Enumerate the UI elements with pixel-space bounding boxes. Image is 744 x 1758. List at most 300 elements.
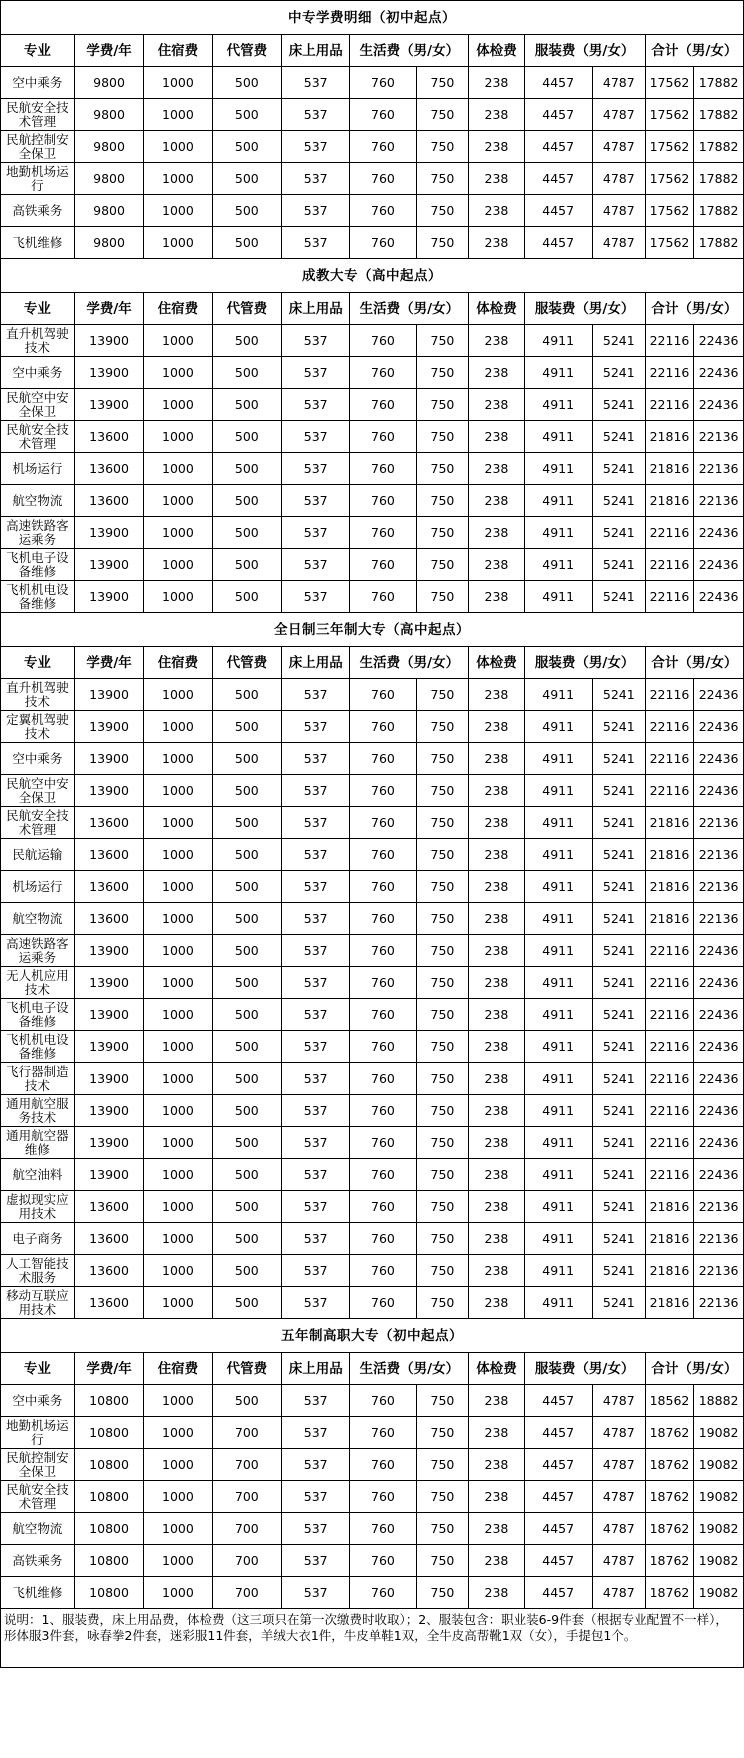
major-name-cell: 航空物流 <box>1 903 75 935</box>
table-row <box>1 131 744 163</box>
major-name-cell: 飞机维修 <box>1 1577 75 1609</box>
total-male-cell: 18762 <box>645 1481 693 1513</box>
bedding-fee-cell: 537 <box>282 581 350 613</box>
table-row <box>1 711 744 743</box>
living-fee-female-cell: 750 <box>416 999 469 1031</box>
major-name-cell: 民航运输 <box>1 839 75 871</box>
living-fee-male-cell: 760 <box>350 1255 416 1287</box>
total-male-cell: 21816 <box>645 903 693 935</box>
header-dorm-fee: 住宿费 <box>144 1353 212 1385</box>
header-custody-fee: 代管费 <box>212 1353 281 1385</box>
header-major: 专业 <box>1 35 75 67</box>
living-fee-female-cell: 750 <box>416 679 469 711</box>
uniform-fee-male-cell: 4457 <box>524 227 592 259</box>
tuition-cell: 9800 <box>74 99 143 131</box>
major-name-cell: 直升机驾驶技术 <box>1 679 75 711</box>
living-fee-male-cell: 760 <box>350 1223 416 1255</box>
uniform-fee-male-cell: 4457 <box>524 67 592 99</box>
total-female-cell: 22136 <box>694 839 744 871</box>
medical-fee-cell: 238 <box>469 1223 524 1255</box>
living-fee-male-cell: 760 <box>350 807 416 839</box>
custody-fee-cell: 700 <box>212 1417 281 1449</box>
tuition-cell: 13900 <box>74 1095 143 1127</box>
table-row <box>1 1063 744 1095</box>
table-row <box>1 1545 744 1577</box>
table-row <box>1 67 744 99</box>
table-row <box>1 775 744 807</box>
uniform-fee-female-cell: 5241 <box>592 357 645 389</box>
dorm-fee-cell: 1000 <box>144 131 212 163</box>
column-header-row <box>1 647 744 679</box>
tuition-cell: 9800 <box>74 131 143 163</box>
living-fee-female-cell: 750 <box>416 1255 469 1287</box>
uniform-fee-female-cell: 4787 <box>592 1385 645 1417</box>
uniform-fee-female-cell: 5241 <box>592 421 645 453</box>
header-custody-fee: 代管费 <box>212 293 281 325</box>
living-fee-female-cell: 750 <box>416 1449 469 1481</box>
living-fee-male-cell: 760 <box>350 775 416 807</box>
medical-fee-cell: 238 <box>469 357 524 389</box>
dorm-fee-cell: 1000 <box>144 743 212 775</box>
major-name-cell: 民航安全技术管理 <box>1 421 75 453</box>
uniform-fee-male-cell: 4911 <box>524 1191 592 1223</box>
living-fee-female-cell: 750 <box>416 453 469 485</box>
section-title: 五年制高职大专（初中起点） <box>1 1319 744 1353</box>
living-fee-female-cell: 750 <box>416 1127 469 1159</box>
total-male-cell: 21816 <box>645 839 693 871</box>
table-row <box>1 581 744 613</box>
total-male-cell: 22116 <box>645 581 693 613</box>
uniform-fee-male-cell: 4457 <box>524 1385 592 1417</box>
custody-fee-cell: 500 <box>212 1127 281 1159</box>
major-name-cell: 民航控制安全保卫 <box>1 1449 75 1481</box>
uniform-fee-female-cell: 5241 <box>592 679 645 711</box>
bedding-fee-cell: 537 <box>282 195 350 227</box>
custody-fee-cell: 500 <box>212 357 281 389</box>
bedding-fee-cell: 537 <box>282 999 350 1031</box>
medical-fee-cell: 238 <box>469 1095 524 1127</box>
living-fee-female-cell: 750 <box>416 99 469 131</box>
uniform-fee-female-cell: 5241 <box>592 453 645 485</box>
living-fee-female-cell: 750 <box>416 711 469 743</box>
bedding-fee-cell: 537 <box>282 485 350 517</box>
total-male-cell: 21816 <box>645 485 693 517</box>
header-major: 专业 <box>1 1353 75 1385</box>
living-fee-male-cell: 760 <box>350 871 416 903</box>
uniform-fee-female-cell: 5241 <box>592 1223 645 1255</box>
table-row <box>1 679 744 711</box>
total-male-cell: 21816 <box>645 1191 693 1223</box>
medical-fee-cell: 238 <box>469 1255 524 1287</box>
uniform-fee-female-cell: 5241 <box>592 807 645 839</box>
uniform-fee-male-cell: 4911 <box>524 967 592 999</box>
custody-fee-cell: 500 <box>212 421 281 453</box>
medical-fee-cell: 238 <box>469 1577 524 1609</box>
uniform-fee-male-cell: 4911 <box>524 581 592 613</box>
tuition-cell: 10800 <box>74 1417 143 1449</box>
living-fee-male-cell: 760 <box>350 485 416 517</box>
column-header-row <box>1 293 744 325</box>
living-fee-male-cell: 760 <box>350 1287 416 1319</box>
section-title: 中专学费明细（初中起点） <box>1 1 744 35</box>
total-female-cell: 22436 <box>694 549 744 581</box>
medical-fee-cell: 238 <box>469 421 524 453</box>
dorm-fee-cell: 1000 <box>144 1255 212 1287</box>
table-row <box>1 389 744 421</box>
bedding-fee-cell: 537 <box>282 163 350 195</box>
dorm-fee-cell: 1000 <box>144 1287 212 1319</box>
total-male-cell: 22116 <box>645 679 693 711</box>
major-name-cell: 飞机电子设备维修 <box>1 999 75 1031</box>
tuition-cell: 13900 <box>74 679 143 711</box>
header-major: 专业 <box>1 647 75 679</box>
tuition-cell: 10800 <box>74 1577 143 1609</box>
living-fee-female-cell: 750 <box>416 1095 469 1127</box>
uniform-fee-male-cell: 4911 <box>524 1223 592 1255</box>
section-title-row <box>1 613 744 647</box>
uniform-fee-male-cell: 4911 <box>524 775 592 807</box>
dorm-fee-cell: 1000 <box>144 1223 212 1255</box>
major-name-cell: 空中乘务 <box>1 67 75 99</box>
section-title-row <box>1 1 744 35</box>
major-name-cell: 地勤机场运行 <box>1 163 75 195</box>
living-fee-male-cell: 760 <box>350 1095 416 1127</box>
total-male-cell: 22116 <box>645 1159 693 1191</box>
dorm-fee-cell: 1000 <box>144 1159 212 1191</box>
total-male-cell: 22116 <box>645 517 693 549</box>
header-tuition: 学费/年 <box>74 293 143 325</box>
total-male-cell: 17562 <box>645 163 693 195</box>
header-dorm-fee: 住宿费 <box>144 293 212 325</box>
medical-fee-cell: 238 <box>469 581 524 613</box>
total-female-cell: 22436 <box>694 711 744 743</box>
custody-fee-cell: 500 <box>212 935 281 967</box>
uniform-fee-female-cell: 5241 <box>592 775 645 807</box>
table-row <box>1 1223 744 1255</box>
table-row <box>1 453 744 485</box>
total-female-cell: 19082 <box>694 1545 744 1577</box>
dorm-fee-cell: 1000 <box>144 1095 212 1127</box>
living-fee-male-cell: 760 <box>350 1577 416 1609</box>
dorm-fee-cell: 1000 <box>144 807 212 839</box>
major-name-cell: 民航安全技术管理 <box>1 807 75 839</box>
total-male-cell: 22116 <box>645 357 693 389</box>
dorm-fee-cell: 1000 <box>144 1513 212 1545</box>
medical-fee-cell: 238 <box>469 999 524 1031</box>
dorm-fee-cell: 1000 <box>144 581 212 613</box>
custody-fee-cell: 500 <box>212 967 281 999</box>
medical-fee-cell: 238 <box>469 325 524 357</box>
uniform-fee-male-cell: 4911 <box>524 1031 592 1063</box>
uniform-fee-male-cell: 4911 <box>524 549 592 581</box>
custody-fee-cell: 500 <box>212 453 281 485</box>
bedding-fee-cell: 537 <box>282 743 350 775</box>
bedding-fee-cell: 537 <box>282 871 350 903</box>
uniform-fee-female-cell: 5241 <box>592 903 645 935</box>
header-tuition: 学费/年 <box>74 647 143 679</box>
bedding-fee-cell: 537 <box>282 1159 350 1191</box>
total-female-cell: 22136 <box>694 1255 744 1287</box>
uniform-fee-female-cell: 4787 <box>592 227 645 259</box>
dorm-fee-cell: 1000 <box>144 389 212 421</box>
major-name-cell: 高速铁路客运乘务 <box>1 935 75 967</box>
section-title: 成教大专（高中起点） <box>1 259 744 293</box>
uniform-fee-female-cell: 4787 <box>592 99 645 131</box>
dorm-fee-cell: 1000 <box>144 999 212 1031</box>
medical-fee-cell: 238 <box>469 99 524 131</box>
total-male-cell: 22116 <box>645 935 693 967</box>
tuition-cell: 13900 <box>74 1159 143 1191</box>
table-row <box>1 195 744 227</box>
uniform-fee-male-cell: 4457 <box>524 163 592 195</box>
total-male-cell: 17562 <box>645 131 693 163</box>
total-female-cell: 22436 <box>694 1031 744 1063</box>
table-row <box>1 967 744 999</box>
bedding-fee-cell: 537 <box>282 1191 350 1223</box>
table-row <box>1 743 744 775</box>
total-male-cell: 21816 <box>645 807 693 839</box>
total-male-cell: 22116 <box>645 1127 693 1159</box>
custody-fee-cell: 500 <box>212 1063 281 1095</box>
uniform-fee-female-cell: 5241 <box>592 871 645 903</box>
custody-fee-cell: 700 <box>212 1449 281 1481</box>
total-female-cell: 22436 <box>694 325 744 357</box>
custody-fee-cell: 500 <box>212 163 281 195</box>
tuition-cell: 9800 <box>74 195 143 227</box>
custody-fee-cell: 500 <box>212 131 281 163</box>
total-female-cell: 22136 <box>694 1191 744 1223</box>
custody-fee-cell: 500 <box>212 549 281 581</box>
major-name-cell: 航空油料 <box>1 1159 75 1191</box>
table-row <box>1 1159 744 1191</box>
living-fee-male-cell: 760 <box>350 67 416 99</box>
major-name-cell: 电子商务 <box>1 1223 75 1255</box>
uniform-fee-female-cell: 5241 <box>592 517 645 549</box>
total-male-cell: 21816 <box>645 871 693 903</box>
bedding-fee-cell: 537 <box>282 517 350 549</box>
living-fee-female-cell: 750 <box>416 1417 469 1449</box>
total-male-cell: 18762 <box>645 1545 693 1577</box>
total-female-cell: 22136 <box>694 485 744 517</box>
table-row <box>1 485 744 517</box>
bedding-fee-cell: 537 <box>282 903 350 935</box>
note-text: 说明：1、服装费，床上用品费，体检费（这三项只在第一次缴费时收取）；2、服装包含：职业装6-9件套（根据专业配置不一样），形体服3件套，咏春拳2件套，迷彩服11件套，羊绒大衣1件，牛皮单鞋1双，全牛皮高帮靴1双（女），手提包1个。 <box>1 1609 744 1668</box>
total-male-cell: 21816 <box>645 1223 693 1255</box>
dorm-fee-cell: 1000 <box>144 357 212 389</box>
tuition-cell: 13600 <box>74 807 143 839</box>
bedding-fee-cell: 537 <box>282 1255 350 1287</box>
total-male-cell: 18762 <box>645 1577 693 1609</box>
living-fee-female-cell: 750 <box>416 357 469 389</box>
total-female-cell: 22436 <box>694 935 744 967</box>
living-fee-female-cell: 750 <box>416 1513 469 1545</box>
uniform-fee-male-cell: 4911 <box>524 357 592 389</box>
table-row <box>1 839 744 871</box>
major-name-cell: 无人机应用技术 <box>1 967 75 999</box>
uniform-fee-female-cell: 4787 <box>592 1545 645 1577</box>
medical-fee-cell: 238 <box>469 807 524 839</box>
tuition-cell: 13600 <box>74 1255 143 1287</box>
bedding-fee-cell: 537 <box>282 453 350 485</box>
medical-fee-cell: 238 <box>469 517 524 549</box>
header-living-fee: 生活费（男/女） <box>350 1353 469 1385</box>
dorm-fee-cell: 1000 <box>144 679 212 711</box>
total-male-cell: 21816 <box>645 453 693 485</box>
total-male-cell: 22116 <box>645 1095 693 1127</box>
living-fee-female-cell: 750 <box>416 549 469 581</box>
living-fee-female-cell: 750 <box>416 935 469 967</box>
total-male-cell: 22116 <box>645 775 693 807</box>
living-fee-male-cell: 760 <box>350 903 416 935</box>
bedding-fee-cell: 537 <box>282 967 350 999</box>
uniform-fee-male-cell: 4457 <box>524 131 592 163</box>
table-row <box>1 935 744 967</box>
major-name-cell: 飞机电子设备维修 <box>1 549 75 581</box>
tuition-cell: 13900 <box>74 999 143 1031</box>
total-male-cell: 22116 <box>645 967 693 999</box>
tuition-cell: 13600 <box>74 485 143 517</box>
medical-fee-cell: 238 <box>469 1513 524 1545</box>
medical-fee-cell: 238 <box>469 1287 524 1319</box>
table-row <box>1 421 744 453</box>
total-female-cell: 22436 <box>694 1063 744 1095</box>
living-fee-female-cell: 750 <box>416 195 469 227</box>
tuition-cell: 13900 <box>74 935 143 967</box>
custody-fee-cell: 700 <box>212 1481 281 1513</box>
header-bedding-fee: 床上用品 <box>282 647 350 679</box>
living-fee-female-cell: 750 <box>416 325 469 357</box>
living-fee-female-cell: 750 <box>416 775 469 807</box>
bedding-fee-cell: 537 <box>282 1095 350 1127</box>
living-fee-male-cell: 760 <box>350 967 416 999</box>
table-row <box>1 325 744 357</box>
custody-fee-cell: 500 <box>212 1191 281 1223</box>
header-total: 合计（男/女） <box>645 35 743 67</box>
dorm-fee-cell: 1000 <box>144 1063 212 1095</box>
dorm-fee-cell: 1000 <box>144 1481 212 1513</box>
uniform-fee-female-cell: 4787 <box>592 1449 645 1481</box>
uniform-fee-female-cell: 4787 <box>592 131 645 163</box>
living-fee-female-cell: 750 <box>416 421 469 453</box>
medical-fee-cell: 238 <box>469 903 524 935</box>
total-male-cell: 22116 <box>645 999 693 1031</box>
bedding-fee-cell: 537 <box>282 67 350 99</box>
uniform-fee-female-cell: 5241 <box>592 711 645 743</box>
total-male-cell: 17562 <box>645 67 693 99</box>
uniform-fee-female-cell: 5241 <box>592 1095 645 1127</box>
table-row <box>1 357 744 389</box>
medical-fee-cell: 238 <box>469 1159 524 1191</box>
dorm-fee-cell: 1000 <box>144 549 212 581</box>
table-row <box>1 1191 744 1223</box>
dorm-fee-cell: 1000 <box>144 839 212 871</box>
uniform-fee-male-cell: 4911 <box>524 807 592 839</box>
medical-fee-cell: 238 <box>469 195 524 227</box>
custody-fee-cell: 500 <box>212 1223 281 1255</box>
table-row <box>1 1481 744 1513</box>
header-uniform-fee: 服装费（男/女） <box>524 647 645 679</box>
living-fee-female-cell: 750 <box>416 871 469 903</box>
custody-fee-cell: 500 <box>212 1095 281 1127</box>
header-uniform-fee: 服装费（男/女） <box>524 293 645 325</box>
dorm-fee-cell: 1000 <box>144 485 212 517</box>
living-fee-male-cell: 760 <box>350 357 416 389</box>
dorm-fee-cell: 1000 <box>144 163 212 195</box>
uniform-fee-male-cell: 4911 <box>524 1063 592 1095</box>
tuition-cell: 9800 <box>74 67 143 99</box>
uniform-fee-female-cell: 4787 <box>592 1577 645 1609</box>
dorm-fee-cell: 1000 <box>144 1577 212 1609</box>
tuition-cell: 13900 <box>74 967 143 999</box>
uniform-fee-female-cell: 5241 <box>592 1255 645 1287</box>
living-fee-female-cell: 750 <box>416 581 469 613</box>
major-name-cell: 空中乘务 <box>1 1385 75 1417</box>
bedding-fee-cell: 537 <box>282 1223 350 1255</box>
uniform-fee-male-cell: 4911 <box>524 1159 592 1191</box>
tuition-cell: 10800 <box>74 1449 143 1481</box>
living-fee-female-cell: 750 <box>416 1481 469 1513</box>
dorm-fee-cell: 1000 <box>144 1545 212 1577</box>
table-row <box>1 517 744 549</box>
custody-fee-cell: 500 <box>212 517 281 549</box>
total-female-cell: 17882 <box>694 163 744 195</box>
section-title: 全日制三年制大专（高中起点） <box>1 613 744 647</box>
dorm-fee-cell: 1000 <box>144 935 212 967</box>
header-medical-fee: 体检费 <box>469 1353 524 1385</box>
medical-fee-cell: 238 <box>469 549 524 581</box>
tuition-cell: 13600 <box>74 1223 143 1255</box>
bedding-fee-cell: 537 <box>282 131 350 163</box>
living-fee-female-cell: 750 <box>416 743 469 775</box>
living-fee-male-cell: 760 <box>350 549 416 581</box>
uniform-fee-male-cell: 4457 <box>524 1449 592 1481</box>
living-fee-male-cell: 760 <box>350 1545 416 1577</box>
living-fee-female-cell: 750 <box>416 1031 469 1063</box>
living-fee-male-cell: 760 <box>350 999 416 1031</box>
total-female-cell: 22136 <box>694 903 744 935</box>
table-row <box>1 903 744 935</box>
total-female-cell: 22436 <box>694 679 744 711</box>
uniform-fee-female-cell: 5241 <box>592 485 645 517</box>
uniform-fee-female-cell: 5241 <box>592 549 645 581</box>
major-name-cell: 移动互联应用技术 <box>1 1287 75 1319</box>
total-female-cell: 22136 <box>694 453 744 485</box>
total-female-cell: 17882 <box>694 195 744 227</box>
total-male-cell: 21816 <box>645 1287 693 1319</box>
medical-fee-cell: 238 <box>469 679 524 711</box>
major-name-cell: 通用航空服务技术 <box>1 1095 75 1127</box>
bedding-fee-cell: 537 <box>282 775 350 807</box>
major-name-cell: 飞机机电设备维修 <box>1 581 75 613</box>
medical-fee-cell: 238 <box>469 1385 524 1417</box>
dorm-fee-cell: 1000 <box>144 67 212 99</box>
custody-fee-cell: 700 <box>212 1577 281 1609</box>
uniform-fee-female-cell: 5241 <box>592 1159 645 1191</box>
medical-fee-cell: 238 <box>469 227 524 259</box>
total-male-cell: 22116 <box>645 549 693 581</box>
total-female-cell: 22136 <box>694 1287 744 1319</box>
dorm-fee-cell: 1000 <box>144 1191 212 1223</box>
header-bedding-fee: 床上用品 <box>282 35 350 67</box>
total-male-cell: 17562 <box>645 227 693 259</box>
living-fee-female-cell: 750 <box>416 163 469 195</box>
bedding-fee-cell: 537 <box>282 1063 350 1095</box>
major-name-cell: 人工智能技术服务 <box>1 1255 75 1287</box>
total-male-cell: 22116 <box>645 1063 693 1095</box>
total-female-cell: 17882 <box>694 131 744 163</box>
major-name-cell: 高铁乘务 <box>1 1545 75 1577</box>
tuition-cell: 13900 <box>74 1127 143 1159</box>
